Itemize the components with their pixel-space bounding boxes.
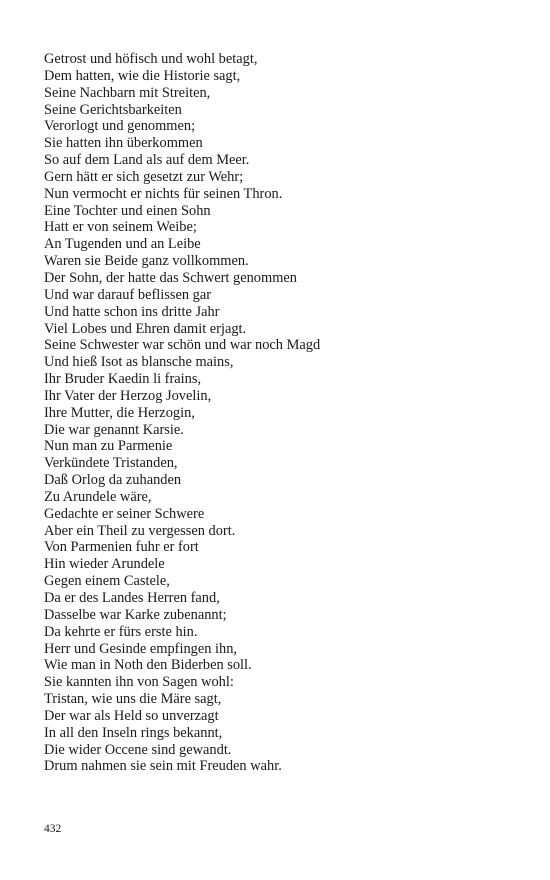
verse-line: Seine Nachbarn mit Streiten,: [44, 84, 211, 101]
verse-line: Verkündete Tristanden,: [44, 455, 178, 472]
verse-line: Dem hatten, wie die Historie sagt,: [44, 67, 241, 84]
verse-line: Daß Orlog da zuhanden: [44, 472, 182, 489]
verse-line: Ihr Bruder Kaedin li frains,: [44, 371, 202, 388]
verse-line: Dasselbe war Karke zubenannt;: [44, 606, 227, 623]
verse-line: Die war genannt Karsie.: [44, 421, 184, 438]
verse-line: Viel Lobes und Ehren damit erjagt.: [44, 320, 247, 337]
page-number: 432: [44, 823, 62, 835]
verse-line: Verorlogt und genommen;: [44, 118, 196, 135]
verse-line: Seine Gerichtsbarkeiten: [44, 101, 182, 118]
verse-line: Seine Schwester war schön und war noch Magd: [44, 337, 321, 354]
verse-line: Gedachte er seiner Schwere: [44, 505, 205, 522]
verse-line: Zu Arundele wäre,: [44, 488, 152, 505]
verse-line: An Tugenden und an Leibe: [44, 236, 201, 253]
verse-line: Hatt er von seinem Weibe;: [44, 219, 197, 236]
verse-line: Drum nahmen sie sein mit Freuden wahr.: [44, 758, 282, 775]
verse-line: Nun man zu Parmenie: [44, 438, 173, 455]
verse-line: Gern hätt er sich gesetzt zur Wehr;: [44, 168, 244, 185]
verse-line: Von Parmenien fuhr er fort: [44, 539, 199, 556]
verse-line: Wie man in Noth den Biderben soll.: [44, 657, 252, 674]
verse-line: Ihr Vater der Herzog Jovelin,: [44, 387, 212, 404]
verse-line: So auf dem Land als auf dem Meer.: [44, 152, 250, 169]
verse-line: Herr und Gesinde empfingen ihn,: [44, 640, 238, 657]
verse-line: Sie hatten ihn überkommen: [44, 135, 203, 152]
verse-line: Und hieß Isot as blansche mains,: [44, 354, 234, 371]
verse-line: Hin wieder Arundele: [44, 556, 165, 573]
verse-line: In all den Inseln rings bekannt,: [44, 724, 223, 741]
verse-line: Waren sie Beide ganz vollkommen.: [44, 253, 249, 270]
poem-text: [44, 51, 524, 775]
verse-line: Getrost und höfisch und wohl betagt,: [44, 51, 258, 67]
verse-line: Ihre Mutter, die Herzogin,: [44, 404, 195, 421]
verse-line: Und war darauf beflissen gar: [44, 286, 212, 303]
verse-line: Eine Tochter und einen Sohn: [44, 202, 211, 219]
verse-line: Nun vermocht er nichts für seinen Thron.: [44, 185, 283, 202]
verse-line: Der war als Held so unverzagt: [44, 707, 219, 724]
verse-line: Der Sohn, der hatte das Schwert genommen: [44, 269, 297, 286]
verse-line: Gegen einem Castele,: [44, 573, 170, 590]
verse-line: Da kehrte er fürs erste hin.: [44, 623, 198, 640]
verse-line: Aber ein Theil zu vergessen dort.: [44, 522, 236, 539]
verse-line: Tristan, wie uns die Märe sagt,: [44, 691, 222, 708]
verse-line: Da er des Landes Herren fand,: [44, 590, 220, 606]
verse-line: Und hatte schon ins dritte Jahr: [44, 303, 220, 320]
verse-line: Die wider Occene sind gewandt.: [44, 741, 232, 758]
verse-line: Sie kannten ihn von Sagen wohl:: [44, 674, 234, 691]
